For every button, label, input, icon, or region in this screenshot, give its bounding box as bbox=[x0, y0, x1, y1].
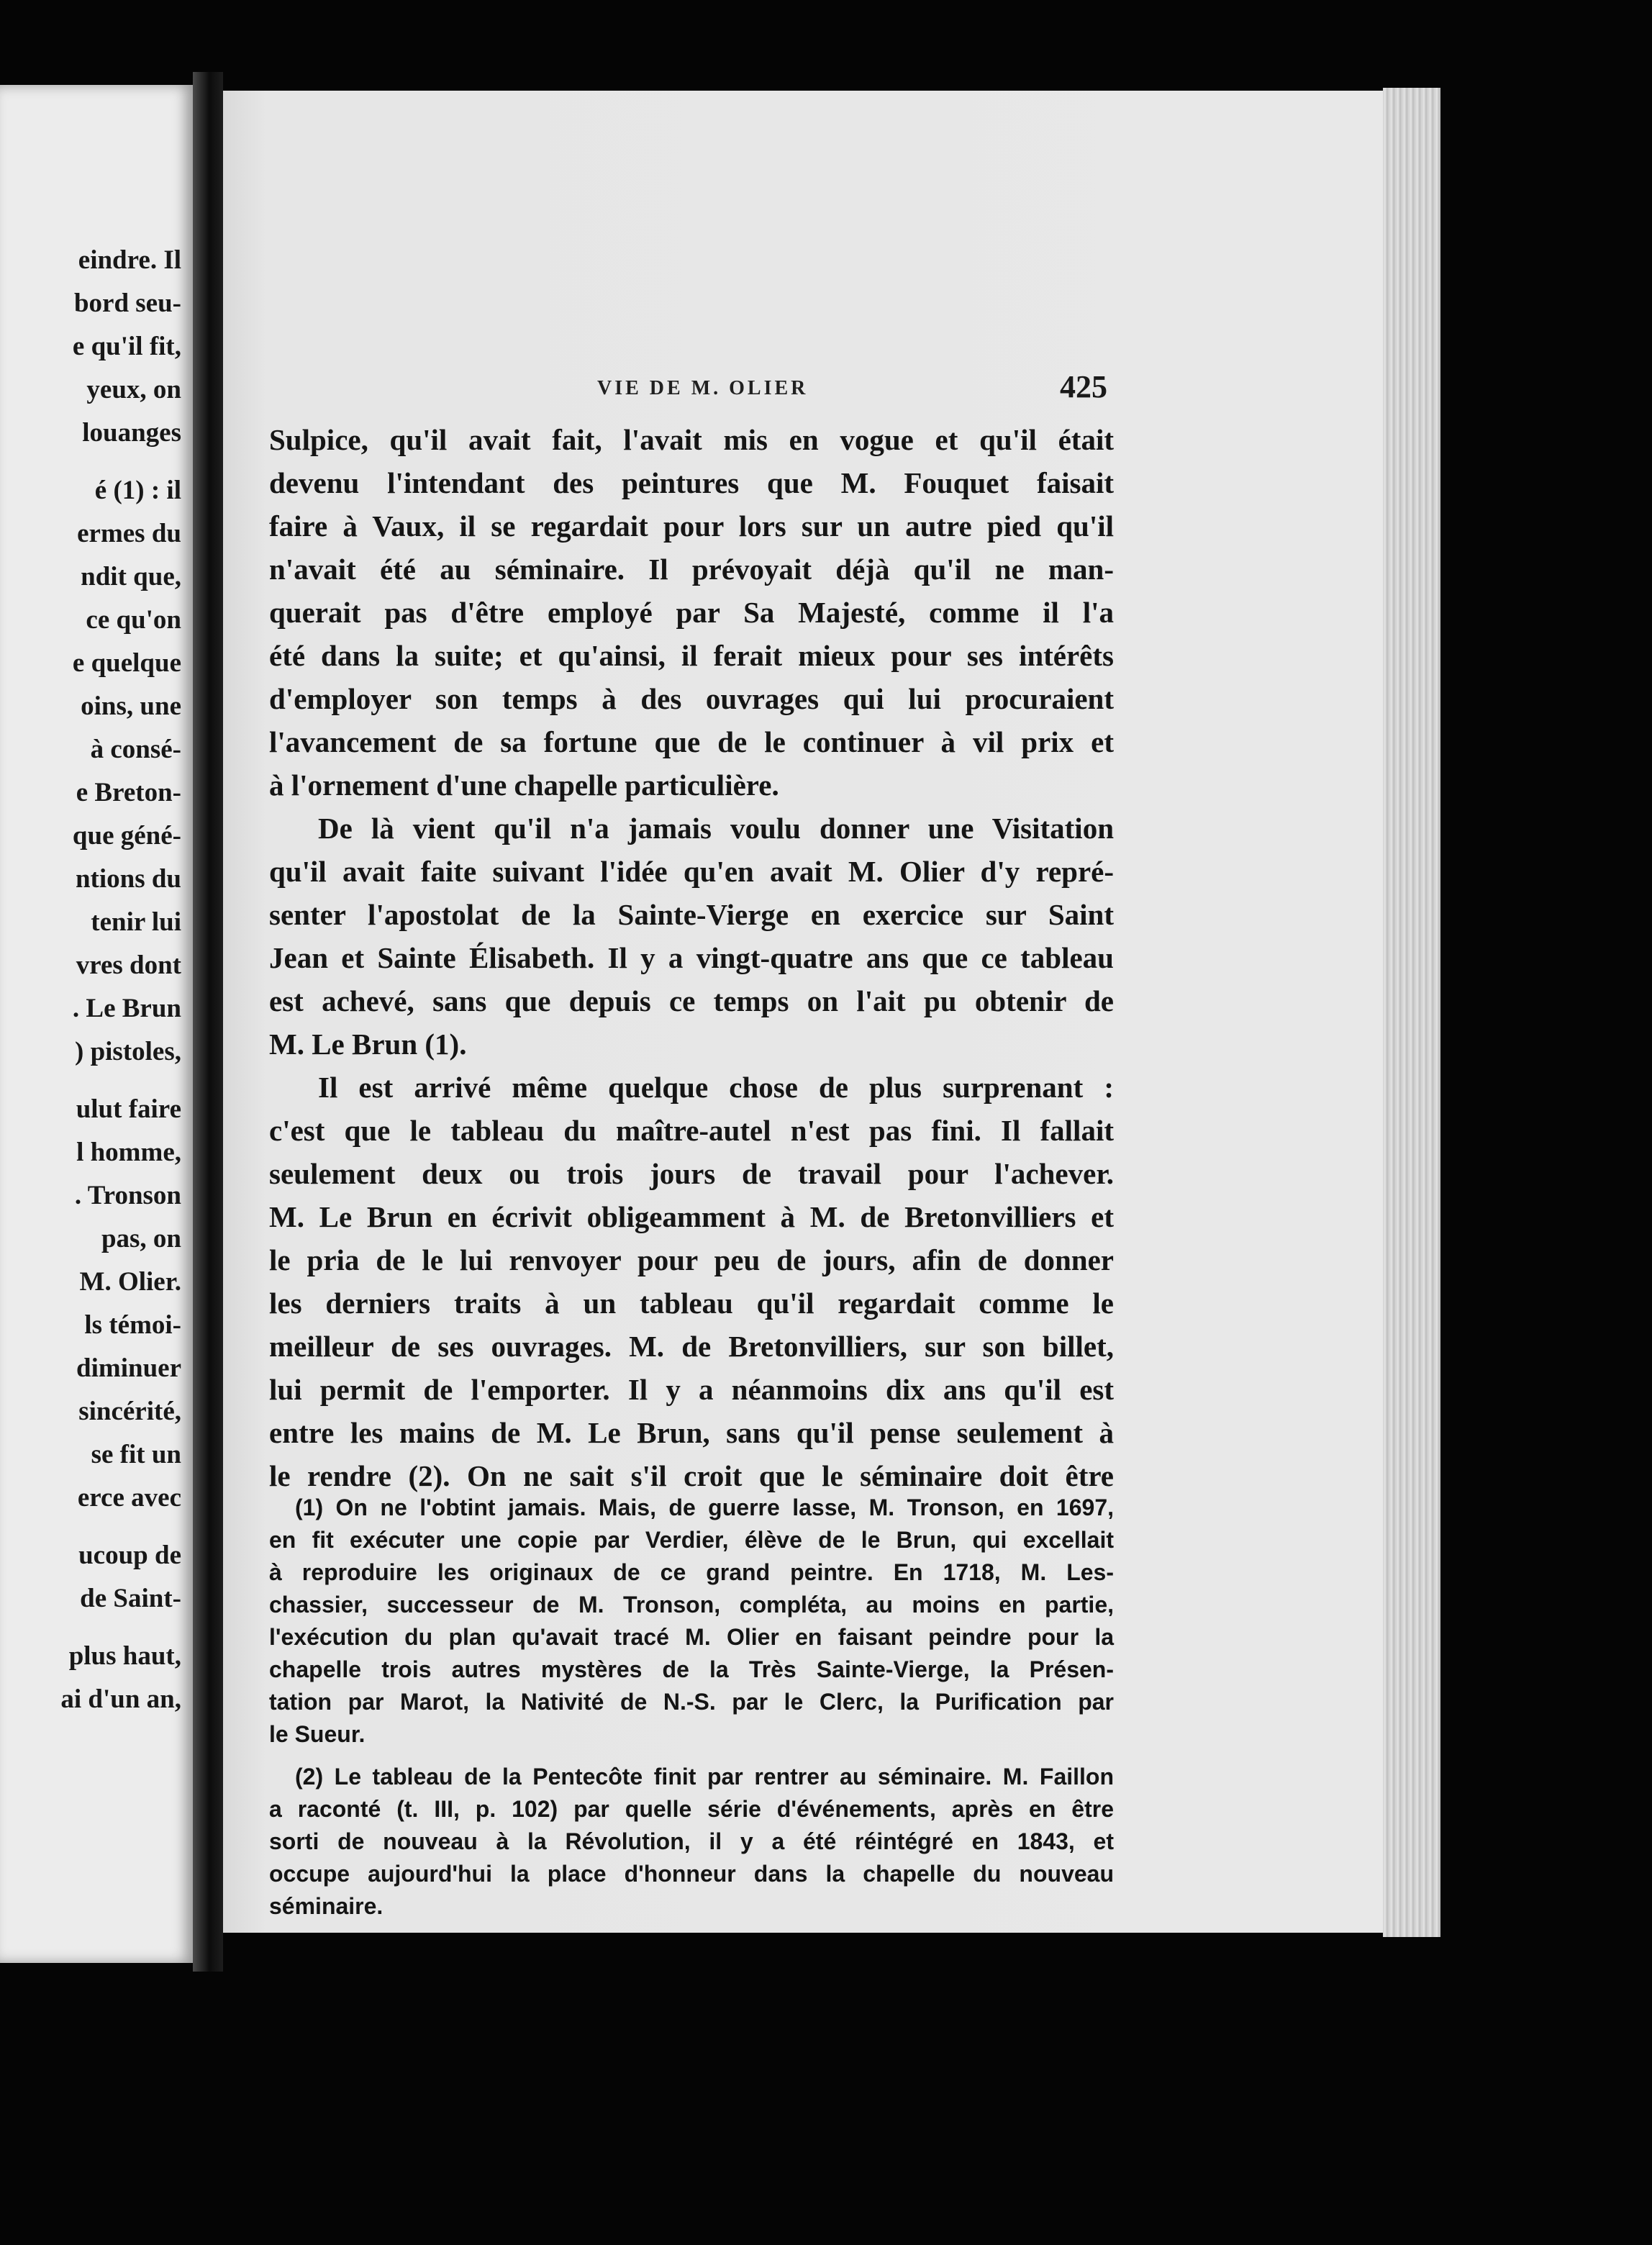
text-line: devenu l'intendant des peintures que M. Fouquet faisait bbox=[269, 466, 1114, 499]
body-text bbox=[269, 418, 1114, 1497]
footnote-2 bbox=[269, 1761, 1114, 1923]
facing-page-fragment: à consé- bbox=[90, 735, 181, 764]
footnote-line: (1) On ne l'obtint jamais. Mais, de guerre lasse, M. Tronson, en 1697, bbox=[295, 1495, 1114, 1520]
footnotes bbox=[269, 1492, 1114, 1933]
facing-page-fragment: . Le Brun bbox=[72, 994, 181, 1023]
text-line: M. Le Brun en écrivit obligeamment à M. de Bretonvilliers et bbox=[269, 1200, 1114, 1233]
text-line: seulement deux ou trois jours de travail pour l'achever. bbox=[269, 1157, 1114, 1190]
text-line: n'avait été au séminaire. Il prévoyait déjà qu'il ne man- bbox=[269, 553, 1114, 586]
footnote-line: en fit exécuter une copie par Verdier, élève de le Brun, qui excellait bbox=[269, 1527, 1114, 1553]
facing-page-fragment: ls témoi- bbox=[84, 1310, 181, 1340]
facing-page-fragment: de Saint- bbox=[80, 1584, 181, 1613]
facing-page-fragment: ucoup de bbox=[78, 1541, 181, 1570]
facing-page-fragment: ) pistoles, bbox=[75, 1037, 181, 1066]
text-line: Jean et Sainte Élisabeth. Il y a vingt-quatre ans que ce tableau bbox=[269, 941, 1114, 974]
text-line: à l'ornement d'une chapelle particulière. bbox=[269, 768, 779, 802]
text-line: Sulpice, qu'il avait fait, l'avait mis en vogue et qu'il était bbox=[269, 423, 1114, 456]
facing-page-left bbox=[0, 85, 193, 1963]
facing-page-fragment: é (1) : il bbox=[94, 476, 181, 505]
text-line: l'avancement de sa fortune que de le continuer à vil prix et bbox=[269, 725, 1114, 758]
footnote-line: sorti de nouveau à la Révolution, il y a été réintégré en 1843, et bbox=[269, 1828, 1114, 1854]
text-line: été dans la suite; et qu'ainsi, il ferait mieux pour ses intérêts bbox=[269, 639, 1114, 672]
footnote-line: tation par Marot, la Nativité de N.-S. par le Clerc, la Purification par bbox=[269, 1689, 1114, 1715]
facing-page-fragment: que géné- bbox=[72, 821, 181, 851]
facing-page-fragment: ermes du bbox=[77, 519, 181, 548]
facing-page-fragment: sincérité, bbox=[78, 1397, 181, 1426]
facing-page-fragment: M. Olier. bbox=[79, 1267, 181, 1297]
facing-page-fragment: ndit que, bbox=[81, 562, 181, 591]
text-line: M. Le Brun (1). bbox=[269, 1028, 467, 1061]
facing-page-fragment: diminuer bbox=[76, 1353, 181, 1383]
text-line: les derniers traits à un tableau qu'il regardait comme le bbox=[269, 1287, 1114, 1320]
facing-page-fragment: e Breton- bbox=[76, 778, 181, 807]
facing-page-fragment: ntions du bbox=[75, 864, 181, 894]
footnote-1 bbox=[269, 1492, 1114, 1751]
facing-page-fragment: tenir lui bbox=[91, 907, 181, 937]
footnote-line: séminaire. bbox=[269, 1893, 384, 1919]
text-line: qu'il avait faite suivant l'idée qu'en avait M. Olier d'y repré- bbox=[269, 855, 1114, 888]
facing-page-fragment: l homme, bbox=[76, 1138, 181, 1167]
facing-page-fragment: ai d'un an, bbox=[60, 1684, 181, 1714]
text-line: Il est arrivé même quelque chose de plus surprenant : bbox=[318, 1071, 1114, 1104]
facing-page-fragment: oins, une bbox=[81, 691, 181, 721]
footnote-line: l'exécution du plan qu'avait tracé M. Olier en faisant peindre pour la bbox=[269, 1624, 1114, 1650]
text-line: est achevé, sans que depuis ce temps on l'ait pu obtenir de bbox=[269, 984, 1114, 1017]
running-title: VIE DE M. OLIER bbox=[597, 377, 809, 399]
footnote-line: à reproduire les originaux de ce grand peintre. En 1718, M. Les- bbox=[269, 1559, 1114, 1585]
facing-page-fragment: eindre. Il bbox=[78, 245, 181, 275]
footnote-line: chapelle trois autres mystères de la Très Sainte-Vierge, la Présen- bbox=[269, 1656, 1114, 1682]
facing-page-fragment: pas, on bbox=[101, 1224, 181, 1253]
page-number: 425 bbox=[1060, 369, 1107, 404]
page-edge bbox=[1383, 88, 1440, 1937]
facing-page-fragment: ulut faire bbox=[76, 1094, 181, 1124]
facing-page-fragment: plus haut, bbox=[68, 1641, 181, 1671]
facing-page-fragment: e qu'il fit, bbox=[72, 332, 181, 361]
text-line: De là vient qu'il n'a jamais voulu donner une Visitation bbox=[318, 812, 1114, 845]
book-gutter bbox=[193, 72, 223, 1972]
facing-page-fragment: louanges bbox=[82, 418, 181, 448]
facing-page-fragment: ce qu'on bbox=[86, 605, 181, 635]
footnote-line: a raconté (t. III, p. 102) par quelle série d'événements, après en être bbox=[269, 1796, 1114, 1822]
text-line: entre les mains de M. Le Brun, sans qu'il pense seulement à bbox=[269, 1416, 1114, 1449]
footnote-line: chassier, successeur de M. Tronson, compléta, au moins en partie, bbox=[269, 1592, 1114, 1618]
facing-page-fragment: erce avec bbox=[77, 1483, 181, 1512]
book-page bbox=[223, 91, 1383, 1933]
text-line: c'est que le tableau du maître-autel n'est pas fini. Il fallait bbox=[269, 1114, 1114, 1147]
facing-page-fragment: bord seu- bbox=[73, 289, 181, 318]
facing-page-fragment: se fit un bbox=[91, 1440, 181, 1469]
facing-page-fragment: yeux, on bbox=[86, 375, 181, 404]
facing-page-fragment: vres dont bbox=[76, 951, 181, 980]
footnote-line: le Sueur. bbox=[269, 1721, 366, 1747]
text-line: lui permit de l'emporter. Il y a néanmoins dix ans qu'il est bbox=[269, 1373, 1114, 1406]
footnote-line: (2) Le tableau de la Pentecôte finit par rentrer au séminaire. M. Faillon bbox=[295, 1764, 1114, 1790]
footnote-line: occupe aujourd'hui la place d'honneur dans la chapelle du nouveau bbox=[269, 1861, 1114, 1887]
facing-page-fragment: e quelque bbox=[72, 648, 181, 678]
text-line: querait pas d'être employé par Sa Majesté, comme il l'a bbox=[269, 596, 1114, 629]
text-line: faire à Vaux, il se regardait pour lors sur un autre pied qu'il bbox=[269, 509, 1114, 543]
facing-page-fragment: . Tronson bbox=[74, 1181, 181, 1210]
text-line: meilleur de ses ouvrages. M. de Bretonvilliers, sur son billet, bbox=[269, 1330, 1114, 1363]
text-line: d'employer son temps à des ouvrages qui lui procuraient bbox=[269, 682, 1114, 715]
text-line: le rendre (2). On ne sait s'il croit que le séminaire doit être bbox=[269, 1459, 1114, 1492]
text-line: le pria de le lui renvoyer pour peu de jours, afin de donner bbox=[269, 1243, 1114, 1276]
text-line: senter l'apostolat de la Sainte-Vierge en exercice sur Saint bbox=[269, 898, 1114, 931]
